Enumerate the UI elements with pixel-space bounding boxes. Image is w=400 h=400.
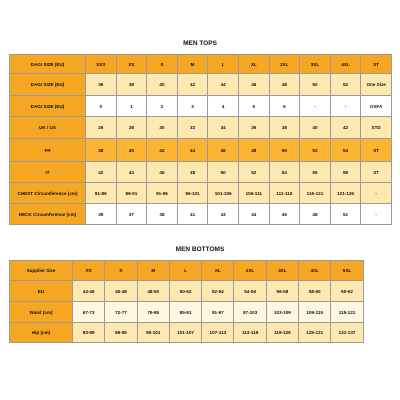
size-cell: 103-109: [266, 302, 298, 323]
size-cell: 56: [300, 162, 331, 183]
row-label: EU: [10, 281, 73, 302]
men-tops-size-table: [9, 54, 392, 225]
size-cell: 40: [300, 117, 331, 139]
size-header-cell: L: [169, 261, 201, 281]
table-row: [10, 96, 392, 117]
size-cell: -: [361, 183, 392, 204]
size-cell: 4: [208, 96, 239, 117]
size-header-cell: 3XL: [300, 55, 331, 74]
size-header-cell: 3XL: [266, 261, 298, 281]
size-cell: 58-60: [299, 281, 331, 302]
size-header-cell: XXS: [86, 55, 117, 74]
men-tops-title: MEN TOPS: [183, 40, 217, 47]
size-cell: 48: [269, 74, 300, 96]
size-cell: 101-107: [169, 323, 201, 343]
size-cell: 46: [147, 162, 178, 183]
table-row: [10, 323, 364, 343]
size-cell: 44: [177, 139, 208, 162]
size-cell: 50-52: [169, 281, 201, 302]
size-cell: 52: [238, 162, 269, 183]
size-cell: 48: [238, 139, 269, 162]
size-cell: 52: [330, 74, 361, 96]
size-cell: 95-101: [137, 323, 169, 343]
size-cell: 46: [269, 204, 300, 225]
size-cell: 43: [208, 204, 239, 225]
size-cell: 38: [116, 74, 147, 96]
size-cell: 91-97: [202, 302, 234, 323]
size-header-cell: ST: [361, 55, 392, 74]
row-label: Hip (cm): [10, 323, 73, 343]
size-cell: 38: [147, 204, 178, 225]
size-cell: 83-89: [73, 323, 105, 343]
size-cell: -: [330, 96, 361, 117]
size-cell: 35: [86, 204, 117, 225]
size-cell: 3: [177, 96, 208, 117]
size-cell: 86-91: [116, 183, 147, 204]
size-cell: 42: [330, 117, 361, 139]
row-label: IT: [10, 162, 86, 183]
header-row: [10, 55, 392, 74]
size-cell: 42: [177, 74, 208, 96]
row-label: DAGI SIZE (EU): [10, 55, 86, 74]
size-cell: 36: [238, 117, 269, 139]
size-cell: 44: [116, 162, 147, 183]
size-cell: One Size: [361, 74, 392, 96]
row-label: NECK Circumference (cm): [10, 204, 86, 225]
size-cell: 116-121: [300, 183, 331, 204]
size-header-cell: XS: [116, 55, 147, 74]
size-cell: 58: [330, 162, 361, 183]
size-cell: 96-101: [177, 183, 208, 204]
size-cell: 52: [300, 139, 331, 162]
table-row: [10, 117, 392, 139]
men-bottoms-title: MEN BOTTOMS: [175, 246, 225, 253]
size-cell: 42: [86, 162, 117, 183]
row-label: UK / US: [10, 117, 86, 139]
size-header-cell: 4XL: [299, 261, 331, 281]
size-cell: 46-48: [105, 281, 137, 302]
size-cell: 44: [208, 74, 239, 96]
size-header-cell: S: [105, 261, 137, 281]
size-cell: 0: [86, 96, 117, 117]
row-label: Waist (cm): [10, 302, 73, 323]
size-cell: 6: [269, 96, 300, 117]
size-cell: 91-96: [147, 183, 178, 204]
table-row: [10, 74, 392, 96]
size-cell: 26: [86, 117, 117, 139]
size-cell: 1: [116, 96, 147, 117]
size-cell: 30: [147, 117, 178, 139]
size-cell: 2: [147, 96, 178, 117]
size-cell: 48: [177, 162, 208, 183]
size-cell: 38: [86, 139, 117, 162]
size-cell: 54-56: [234, 281, 266, 302]
size-cell: 97-103: [234, 302, 266, 323]
size-cell: 50: [269, 139, 300, 162]
size-cell: 56-58: [266, 281, 298, 302]
size-cell: 121-126: [330, 183, 361, 204]
size-cell: 85-91: [169, 302, 201, 323]
size-cell: 40: [116, 139, 147, 162]
size-cell: OSFA: [361, 96, 392, 117]
size-cell: 37: [116, 204, 147, 225]
size-cell: 89-95: [105, 323, 137, 343]
size-cell: 28: [116, 117, 147, 139]
size-cell: ST: [361, 162, 392, 183]
size-cell: 51: [330, 204, 361, 225]
size-cell: 60-62: [331, 281, 363, 302]
size-cell: 107-113: [202, 323, 234, 343]
size-cell: 113-119: [234, 323, 266, 343]
size-cell: 50: [208, 162, 239, 183]
size-cell: 81-86: [86, 183, 117, 204]
size-cell: 54: [330, 139, 361, 162]
table-row: [10, 183, 392, 204]
size-cell: 101-106: [208, 183, 239, 204]
size-cell: 50: [300, 74, 331, 96]
size-header-cell: 2XL: [269, 55, 300, 74]
size-cell: 5: [238, 96, 269, 117]
row-label: FR: [10, 139, 86, 162]
size-cell: 46: [208, 139, 239, 162]
size-cell: 38: [269, 117, 300, 139]
table-row: [10, 302, 364, 323]
row-label: Supplier Size: [10, 261, 73, 281]
row-label: DAGI SIZE (EU): [10, 74, 86, 96]
size-cell: 42: [147, 139, 178, 162]
size-cell: 44-46: [73, 281, 105, 302]
table-row: [10, 204, 392, 225]
size-cell: 106-111: [238, 183, 269, 204]
size-cell: 67-73: [73, 302, 105, 323]
size-cell: 44: [238, 204, 269, 225]
size-cell: 46: [238, 74, 269, 96]
size-header-cell: S: [147, 55, 178, 74]
size-cell: 79-85: [137, 302, 169, 323]
size-header-cell: 2XL: [234, 261, 266, 281]
size-cell: 111-116: [269, 183, 300, 204]
size-cell: 115-121: [331, 302, 363, 323]
size-header-cell: XL: [238, 55, 269, 74]
size-cell: -: [361, 204, 392, 225]
size-header-cell: M: [177, 55, 208, 74]
size-header-cell: XL: [202, 261, 234, 281]
size-cell: 131-137: [331, 323, 363, 343]
men-bottoms-size-table: [9, 260, 364, 343]
size-cell: 109-115: [299, 302, 331, 323]
size-header-cell: M: [137, 261, 169, 281]
size-cell: STD: [361, 117, 392, 139]
header-row: [10, 261, 364, 281]
size-cell: 52-54: [202, 281, 234, 302]
size-cell: 32: [177, 117, 208, 139]
size-cell: -: [300, 96, 331, 117]
size-cell: 119-125: [266, 323, 298, 343]
size-cell: 125-131: [299, 323, 331, 343]
size-cell: 40: [147, 74, 178, 96]
size-header-cell: 5XL: [331, 261, 363, 281]
size-header-cell: 4XL: [330, 55, 361, 74]
size-cell: 34: [208, 117, 239, 139]
table-row: [10, 162, 392, 183]
table-row: [10, 139, 392, 162]
size-header-cell: L: [208, 55, 239, 74]
size-header-cell: XS: [73, 261, 105, 281]
size-cell: 54: [269, 162, 300, 183]
row-label: DAGI SIZE (EU): [10, 96, 86, 117]
row-label: CHEST Circumference (cm): [10, 183, 86, 204]
table-row: [10, 281, 364, 302]
size-cell: 41: [177, 204, 208, 225]
size-cell: 48: [300, 204, 331, 225]
size-cell: 48-50: [137, 281, 169, 302]
size-cell: ST: [361, 139, 392, 162]
size-cell: 72-77: [105, 302, 137, 323]
size-cell: 36: [86, 74, 117, 96]
